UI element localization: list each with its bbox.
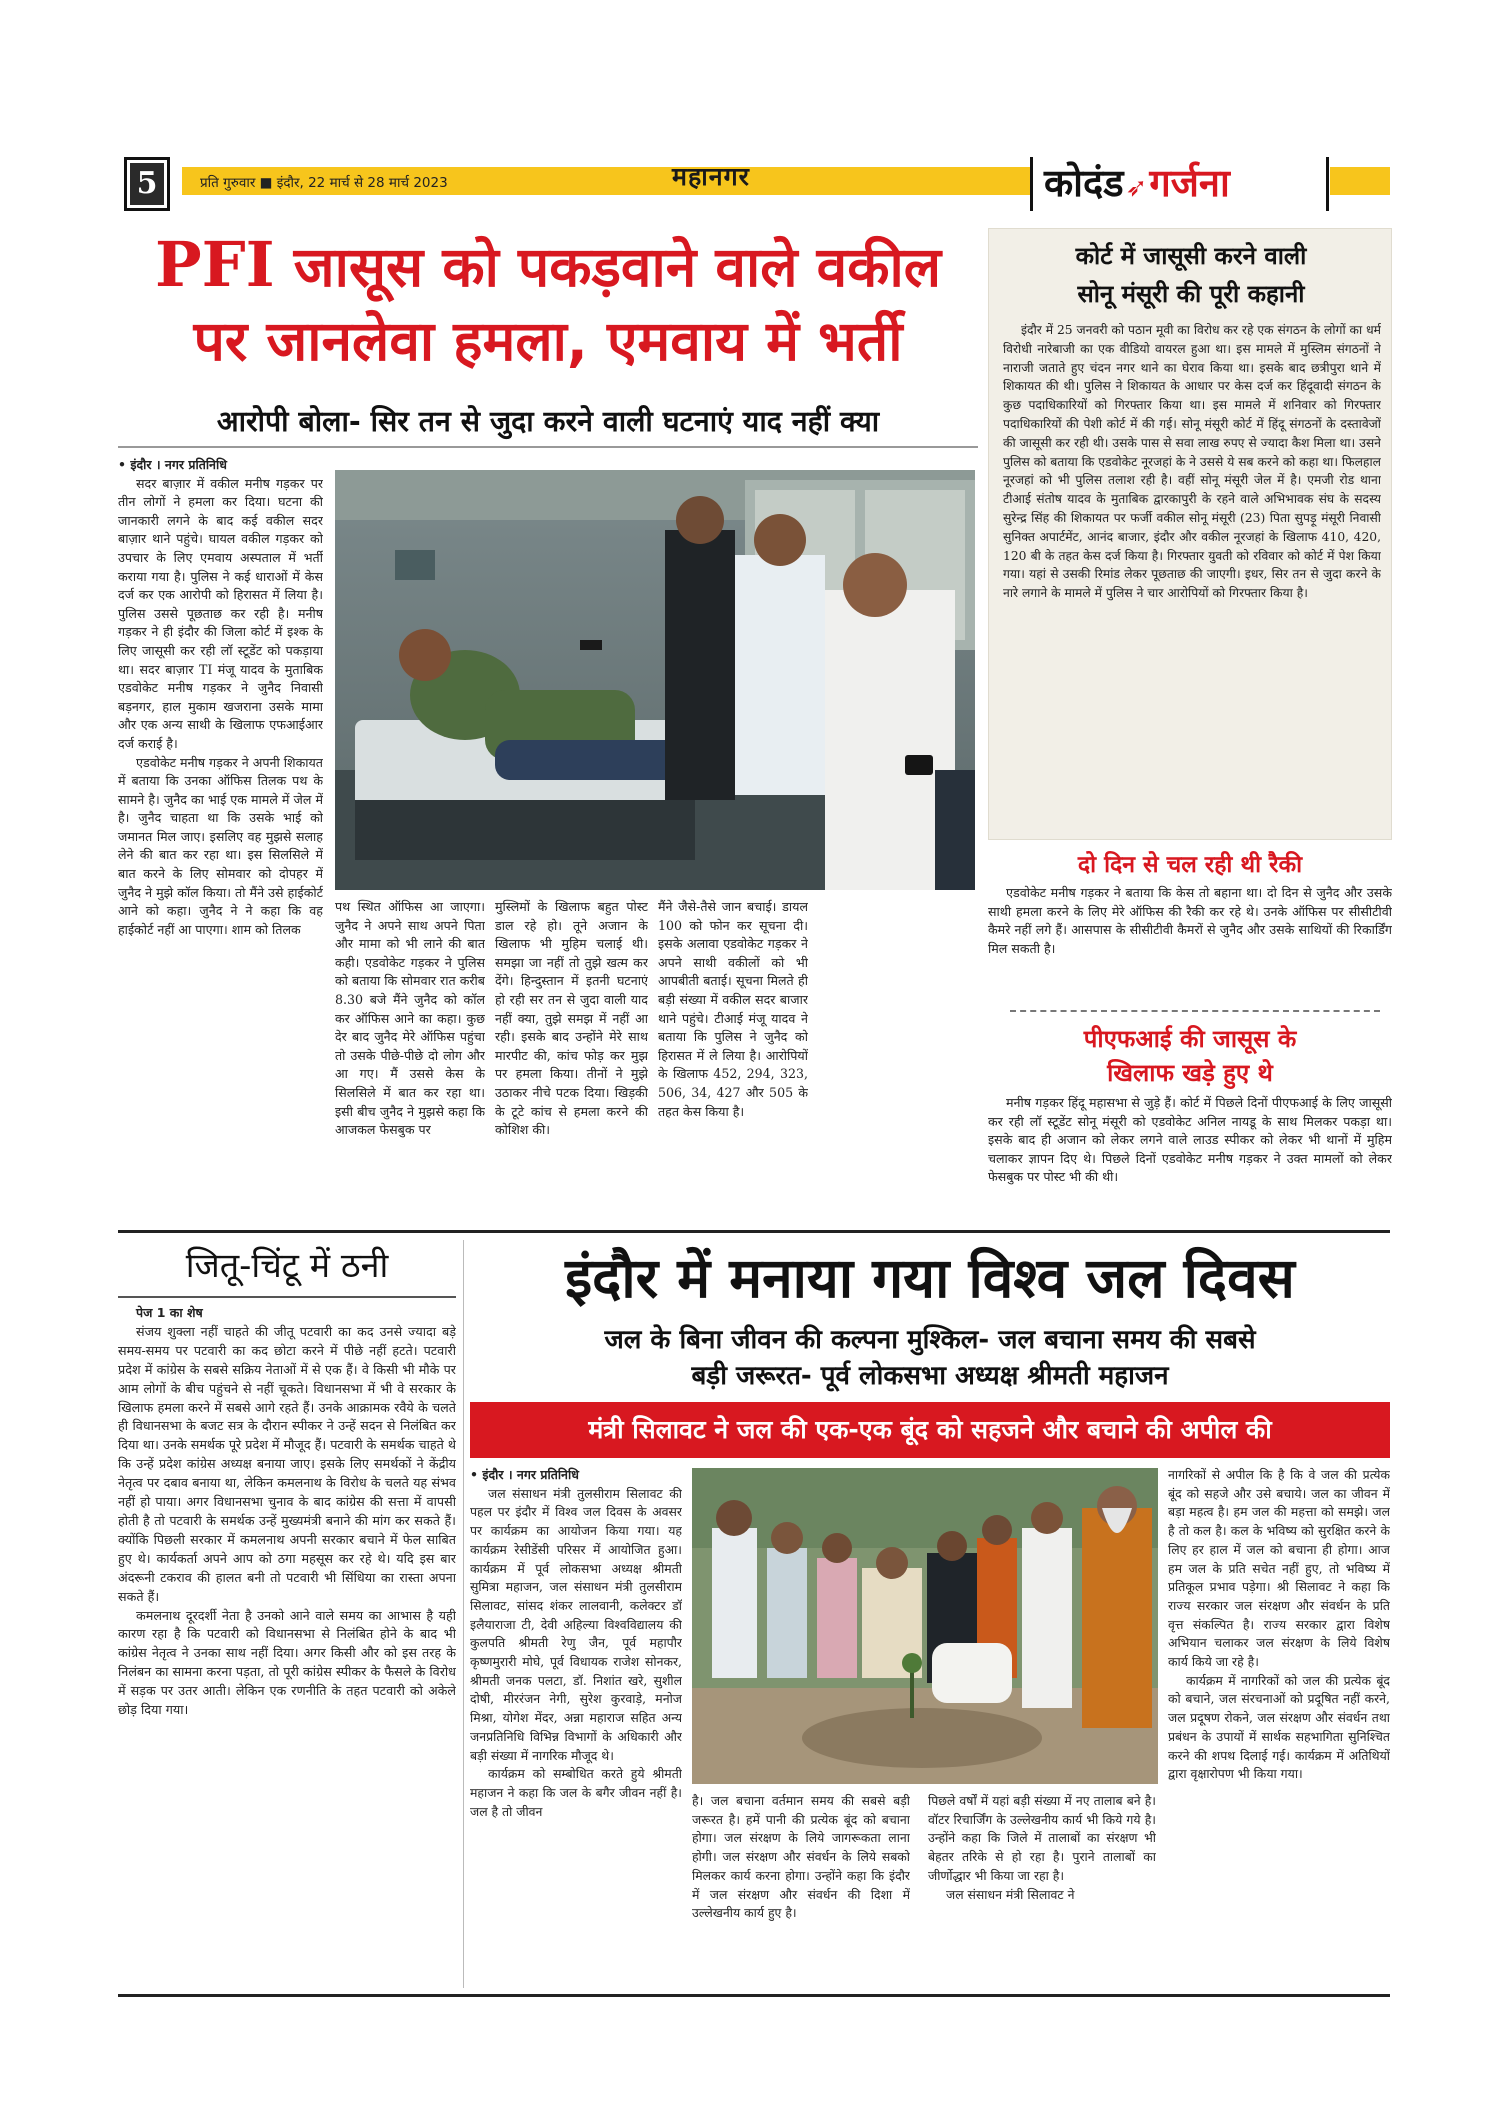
story3-col1-para1: जल संसाधन मंत्री तुलसीराम सिलावट की पहल पर इंदौर में विश्व जल दिवस के अवसर पर कार्यक्रम का आयोजन किया गया। यह कार्यक्रम रेसीडेंसी परिसर में आयोजित हुआ। कार्यक्रम में पूर्व लोकसभा अध्यक्ष श्रीमती सुमित्रा महाजन, जल संसाधन मंत्री तुलसीराम सिलावट, सांसद शंकर लालवानी, कलेक्टर डॉ इलैयाराजा टी, देवी अहिल्या विश्वविद्यालय की कुलपति श्रीमती रेणु जैन, पूर्व महापौर कृष्णमुरारी मोघे, पूर्व विधायक राजेश सोनकर, श्रीमती जनक पलटा, डॉ. निशांत खरे, सुशील दोषी, मीररंजन नेगी, सुरेश कुरवाड़े, मनोज मिश्रा, योगेश मेंदर, अन्ना महाराज सहित अन्य जनप्रतिनिधि विभिन्न विभागों के अधिकारी और बड़ी संख्या में नागरिक मौजूद थे।: [470, 1485, 682, 1763]
story3-headline: इंदौर में मनाया गया विश्व जल दिवस: [565, 1246, 1295, 1310]
story1-col1-para1: सदर बाज़ार में वकील मनीष गड़कर पर तीन लोगों ने हमला कर दिया। घटना की जानकारी लगने के बाद कई वकील सदर बाज़ार थाने पहुंचे। घायल वकील गड़कर को उपचार के लिए एमवाय अस्पताल में भर्ती कराया गया है। पुलिस ने कई धाराओं में केस दर्ज कर एक आरोपी को हिरासत में लिया है। पुलिस उससे पूछताछ कर रही है। मनीष गड़कर ने ही इंदौर की जिला कोर्ट में इश्क के लिए जासूसी कर रही लॉ स्टूडेंट को पकड़ाया था। सदर बाज़ार TI मंजू यादव के मुताबिक एडवोकेट मनीष गड़कर ने जुनैद निवासी बड़नगर, हाल मुकाम खजराना उसके मामा और एक अन्य साथी के खिलाफ एफआईआर दर्ज कराई है।: [118, 475, 323, 751]
story3-subhead-line2: बड़ी जरूरत- पूर्व लोकसभा अध्यक्ष श्रीमती महाजन: [691, 1361, 1169, 1391]
story1-headline-line2: पर जानलेवा हमला, एमवाय में भर्ती: [193, 309, 903, 373]
sidebar-rekki-text: एडवोकेट मनीष गड़कर ने बताया कि केस तो बहाना था। दो दिन से जुनैद और उसके साथी हमला करने के लिए मेरे ऑफिस की रैकी कर रहे थे। उनके ऑफिस पर सीसीटीवी कैमरे नहीं लगे हैं। आसपास के सीसीटीवी कैमरों से जुनैद और उसके साथियों की रिकार्डिंग मिल सकती है।: [988, 885, 1392, 956]
story3-col3-para2: जल संसाधन मंत्री सिलावट ने: [946, 1886, 1075, 1902]
story3-column-4: [1168, 1466, 1390, 1988]
story2-jump-label: पेज 1 का शेष: [136, 1305, 203, 1320]
sidebar-rekki-body: [988, 884, 1392, 980]
dateline: प्रति गुरुवार ■ इंदौर, 22 मार्च से 28 मार्च 2023: [200, 175, 448, 191]
logo-text: [1044, 159, 1230, 212]
sidebar-dashed-divider: [1010, 1010, 1380, 1012]
sidebar-pfi-headline-line1: पीएफआई की जासूस के: [1083, 1025, 1297, 1053]
story1-col1-para2: एडवोकेट मनीष गड़कर ने अपनी शिकायत में बताया कि उनका ऑफिस तिलक पथ के सामने है। जुनैद का भाई एक मामले में जेल में है। जुनैद चाहता था कि उसके भाई को जमानत मिल जाए। इसलिए वह मुझसे सलाह लेने की बात कर रहा था। इस सिलसिले में बात करने के लिए सोमवार को दोपहर में जुनैद ने मुझे कॉल किया। तो मैंने उसे हाईकोर्ट आने को कहा। जुनैद ने ने कहा कि वह हाईकोर्ट नहीं आ पाएगा। शाम को तिलक: [118, 754, 323, 937]
story3-col1-para2: कार्यक्रम को सम्बोधित करते हुये श्रीमती महाजन ने कहा कि जल के बगैर जीवन नहीं है। जल है तो जीवन: [470, 1766, 682, 1819]
story1-col3-text: मुस्लिमों के खिलाफ बहुत पोस्ट डाल रहे हो। तूने अजान के खिलाफ भी मुहिम चलाई थी। समझा जा नहीं तो तुझे खत्म कर देंगे। हिन्दुस्तान में इतनी घटनाएं हो रही सर तन से जुदा वाली याद नहीं क्या, तुझे समझ में नहीं आ रही। इसके बाद उन्होंने मेरे साथ मारपीट की, कांच फोड़ कर मुझ पर हमला किया। तीनों ने मुझे उठाकर नीचे पटक दिया। खिड़की के टूटे कांच से हमला करने की कोशिश की।: [495, 899, 648, 1138]
sidebar-rekki-headline: दो दिन से चल रही थी रैकी: [1077, 852, 1303, 878]
logo-part2: गर्जना: [1149, 161, 1230, 205]
section-name: महानगर: [672, 162, 750, 191]
story1-byline: • इंदौर । नगर प्रतिनिधि: [118, 457, 227, 472]
logo-part1: कोदंड: [1044, 161, 1124, 205]
page-number-inner: [130, 163, 164, 205]
story2-headline: जितू-चिंटू में ठनी: [185, 1246, 389, 1286]
logo-arrow-icon: ➶: [1125, 173, 1148, 203]
sidebar-pfi-headline: [988, 1022, 1392, 1090]
page-bottom-rule: [118, 1994, 1390, 1997]
sidebar-pfi-headline-line2: खिलाफ खड़े हुए थे: [1107, 1059, 1273, 1087]
story2-para2: कमलनाथ दूरदर्शी नेता है उनको आने वाले समय का आभास है यही कारण रहा है कि पटवारी को विधानसभा से निलंबित होने के बाद भी कांग्रेस नेतृत्व ने उनका साथ नहीं दिया। अगर किसी और को इस तरह के निलंबन का सामना करना पड़ता, तो पूरी कांग्रेस स्पीकर के फैसले के विरोध में सड़क पर उतर आती। लेकिन एक रणनीति के तहत पटवारी को अकेले छोड़ दिया गया।: [118, 1607, 456, 1718]
sidebar-body: [1003, 321, 1381, 833]
story1-headline: [118, 228, 978, 378]
story1-column-3: [495, 898, 648, 1216]
sidebar-body-text: इंदौर में 25 जनवरी को पठान मूवी का विरोध कर रहे एक संगठन के लोगों का धर्म विरोधी नारेबाजी का एक वीडियो वायरल हुआ था। इस मामले में मुस्लिम संगठनों ने नाराजी जताते हुए चंदन नगर थाने का घेराव किया था। इसके बाद छत्रीपुरा थाने में शिकायत की थी। पुलिस ने शिकायत के आधार पर केस दर्ज कर हिंदूवादी संगठन के कुछ पदाधिकारियों को गिरफ्तार किया था। इस मामले में शनिवार को गिरफ्तार पदाधिकारियों की पेशी कोर्ट में की गई। सोनू मंसूरी कोर्ट में हिंदू संगठनों के दस्तावेजों की जासूसी कर रही थी। उसके पास से सवा लाख रुपए से ज्यादा कैश मिला था। उसने पुलिस को बताया कि एडवोकेट नूरजहां के ने उससे ये सब करने को कहा था। फिलहाल नूरजहां को भी पुलिस तलाश रही है। वहीं सोनू मंसूरी जेल में है। एमजी रोड थाना टीआई संतोष यादव के मुताबिक द्वारकापुरी के रहने वाले अभिभावक संघ के सदस्य सुरेन्द्र सिंह की शिकायत पर फर्जी वकील सोनू मंसूरी (23) पिता सुपड़ू मंसूरी निवासी सुनिक्त अपार्टमेंट, आनंद बाजार, इंदौर और वकील नूरजहां के खिलाफ 410, 420, 120 बी के तहत केस दर्ज किया है। गिरफ्तार युवती को रविवार को कोर्ट में पेश किया गया। यहां से उसकी रिमांड लेकर पूछताछ की जाएगी। इधर, सिर तन से जुदा करने के नारे लगाने के मामले में पुलिस ने चार आरोपियों को गिरफ्तार किया है।: [1003, 323, 1381, 601]
story3-column-3: [928, 1792, 1156, 1988]
story3-col3-para1: पिछले वर्षों में यहां बड़ी संख्या में नए तालाब बने है। वॉटर रिचार्जिंग के उल्लेखनीय कार्य भी किये गये है। उन्होंने कहा कि जिले में तालाबों का संरक्षण भी बेहतर तरिके से हो रहा है। पुराने तालाबों का जीर्णोद्धार भी किया जा रहा है।: [928, 1793, 1156, 1883]
logo-block: [1030, 155, 1330, 213]
sidebar-headline-line2: सोनू मंसूरी की पूरी कहानी: [1077, 280, 1305, 308]
story2-column: [118, 1304, 456, 1988]
story3-byline: • इंदौर । नगर प्रतिनिधि: [470, 1467, 579, 1482]
logo-rule-left: [1030, 157, 1033, 211]
logo-rule-right: [1326, 157, 1329, 211]
tree-planting-photo-art: [692, 1468, 1158, 1784]
story3-subhead: [470, 1322, 1390, 1394]
headline-rest: जासूस को पकड़वाने वाले वकील: [293, 235, 941, 299]
story3-col2-text: है। जल बचाना वर्तमान समय की सबसे बड़ी जरूरत है। हमें पानी की प्रत्येक बूंद को बचाना होगा। जल संरक्षण के लिये जागरूकता लाना होगी। जल संरक्षण और संवर्धन के लिये सबको मिलकर कार्य करना होगा। उन्होंने कहा कि इंदौर में जल संरक्षण और संवर्धन की दिशा में उल्लेखनीय कार्य हुए है।: [692, 1793, 910, 1921]
story2-divider-top: [118, 1230, 1390, 1233]
story3-banner: [470, 1402, 1390, 1458]
story1-col2-text: पथ स्थित ऑफिस आ जाएगा। जुनैद ने अपने साथ अपने पिता और मामा को भी लाने की बात कही। एडवोकेट गड़कर ने पुलिस को बताया कि सोमवार रात करीब 8.30 बजे मैंने जुनैद को कॉल कर ऑफिस आने का कहा। कुछ देर बाद जुनैद मेरे ऑफिस पहुंचा तो उसके पीछे-पीछे दो लोग और आ गए। मैं उससे केस के सिलसिले में बात कर रहा था। इसी बीच जुनैद ने मुझसे कहा कि आजकल फेसबुक पर: [335, 899, 485, 1138]
hospital-photo-art: [335, 470, 975, 890]
hospital-photo: [335, 470, 975, 890]
story3-subhead-line1: जल के बिना जीवन की कल्पना मुश्किल- जल बचाना समय की सबसे: [604, 1325, 1256, 1355]
sidebar-headline-line1: कोर्ट में जासूसी करने वाली: [1075, 242, 1307, 270]
story1-column-1: [118, 456, 323, 1216]
story3-col4-para2: कार्यक्रम में नागरिकों को जल की प्रत्येक बूंद को बचाने, जल संरचनाओं को प्रदूषित नहीं करने, जल प्रदूषण रोकने, जल संरक्षण और संवर्धन तथा प्रबंधन के उपायों में सार्थक सहभागिता सुनिश्चित करने की शपथ दिलाई गई। कार्यक्रम में अतिथियों द्वारा वृक्षारोपण भी किया गया।: [1168, 1672, 1390, 1782]
page-number: 5: [136, 166, 158, 201]
story1-subhead: आरोपी बोला- सिर तन से जुदा करने वाली घटनाएं याद नहीं क्या: [216, 405, 880, 438]
story1-column-4: [658, 898, 808, 1216]
page-number-box: [124, 157, 170, 211]
story2-column-rule: [463, 1240, 464, 1988]
story3-column-1: [470, 1466, 682, 1988]
story1-column-2: [335, 898, 485, 1216]
story1-col4-text: मैंने जैसे-तैसे जान बचाई। डायल 100 को फोन कर सूचना दी। इसके अलावा एडवोकेट गड़कर ने अपने साथी वकीलों को भी आपबीती बताई। सूचना मिलते ही बड़ी संख्या में वकील सदर बाजार थाने पहुंचे। टीआई मंजू यादव ने बताया कि पुलिस ने जुनैद को हिरासत में ले लिया है। आरोपियों के खिलाफ 452, 294, 323, 506, 34, 427 और 505 के तहत केस किया है।: [658, 899, 808, 1119]
tree-planting-photo: [692, 1468, 1158, 1784]
story3-col4-para1: नागरिकों से अपील कि है कि वे जल की प्रत्येक बूंद को सहजे और उसे बचाये। जल का जीवन में बड़ा महत्व है। हम जल की महत्ता को समझे। जल है तो कल है। कल के भविष्य को सुरक्षित करने के लिए हर हाल में जल को बचाना ही होगा। आज हम जल के प्रति सचेत नहीं हुए, तो भविष्य में प्रतिकूल प्रभाव पड़ेगा। श्री सिलावट ने कहा कि राज्य सरकार जल संरक्षण और संवर्धन के प्रति वृत्त संकल्पित है। राज्य सरकार द्वारा विशेष अभियान चलाकर जल संरक्षण के लिये विशेष कार्य किये जा रहे है।: [1168, 1467, 1390, 1670]
headline-pfi: PFI: [154, 228, 275, 301]
story1-headline-line1: [118, 228, 978, 304]
masthead: [112, 155, 1390, 215]
sidebar-headline: [989, 237, 1393, 313]
story3-column-2: [692, 1792, 910, 1988]
sidebar-court-story: [988, 228, 1392, 840]
story1-subhead-rule: [118, 446, 978, 448]
sidebar-pfi-body: [988, 1094, 1392, 1210]
sidebar-pfi-text: मनीष गड़कर हिंदू महासभा से जुड़े हैं। कोर्ट में पिछले दिनों पीएफआई के लिए जासूसी कर रही लॉ स्टूडेंट सोनू मंसूरी को एडवोकेट अनिल नायडू के साथ मिलकर पकड़ा था। इसके बाद ही अजान को लेकर लगने वाले लाउड स्पीकर को लेकर भी थानों में मुहिम चलाकर ज्ञापन दिए थे। पिछले दिनों एडवोकेट मनीष गड़कर ने उक्त मामलों को लेकर फेसबुक पर पोस्ट भी की थी।: [988, 1095, 1392, 1185]
story2-headline-rule: [118, 1296, 456, 1298]
story2-para1: संजय शुक्ला नहीं चाहते की जीतू पटवारी का कद उनसे ज्यादा बड़े समय-समय पर पटवारी का कद छोटा करने में पीछे नहीं हटते। पटवारी प्रदेश में कांग्रेस के सबसे सक्रिय नेताओं में से एक हैं। वे किसी भी मौके पर आम लोगों के बीच पहुंचने से नहीं चूकते। विधानसभा में भी वे सरकार के खिलाफ हमला करने में सबसे आगे रहते हैं। उनके आक्रामक रवैये के चलते ही विधानसभा के बजट सत्र के दौरान स्पीकर ने उन्हें सदन से निलंबित कर दिया था। उनके समर्थक पूरे प्रदेश में मौजूद हैं। पटवारी के समर्थक चाहते थे कि उन्हें प्रदेश कांग्रेस अध्यक्ष बनाया जाए। इसके लिए समर्थकों ने केंद्रीय नेतृत्व पर दबाव बनाया था, लेकिन कमलनाथ के विरोध के चलते यह संभव नहीं हो पाया। अगर विधानसभा चुनाव के बाद कांग्रेस की सत्ता में वापसी होती है तो पटवारी के समर्थक उन्हें मुख्यमंत्री बनाने की मांग कर सकते हैं। क्योंकि पिछली सरकार में कमलनाथ अपनी सरकार बचाने में फेल साबित हुए थे। कार्यकर्ता अपने आप को ठगा महसूस कर रहे थे। यदि इस बार अंदरूनी टकराव की हालत बनी तो पटवारी भी सिंधिया का रास्ता अपना सकते हैं।: [118, 1323, 456, 1604]
story3-banner-text: मंत्री सिलावट ने जल की एक-एक बूंद को सहजने और बचाने की अपील की: [588, 1415, 1272, 1444]
